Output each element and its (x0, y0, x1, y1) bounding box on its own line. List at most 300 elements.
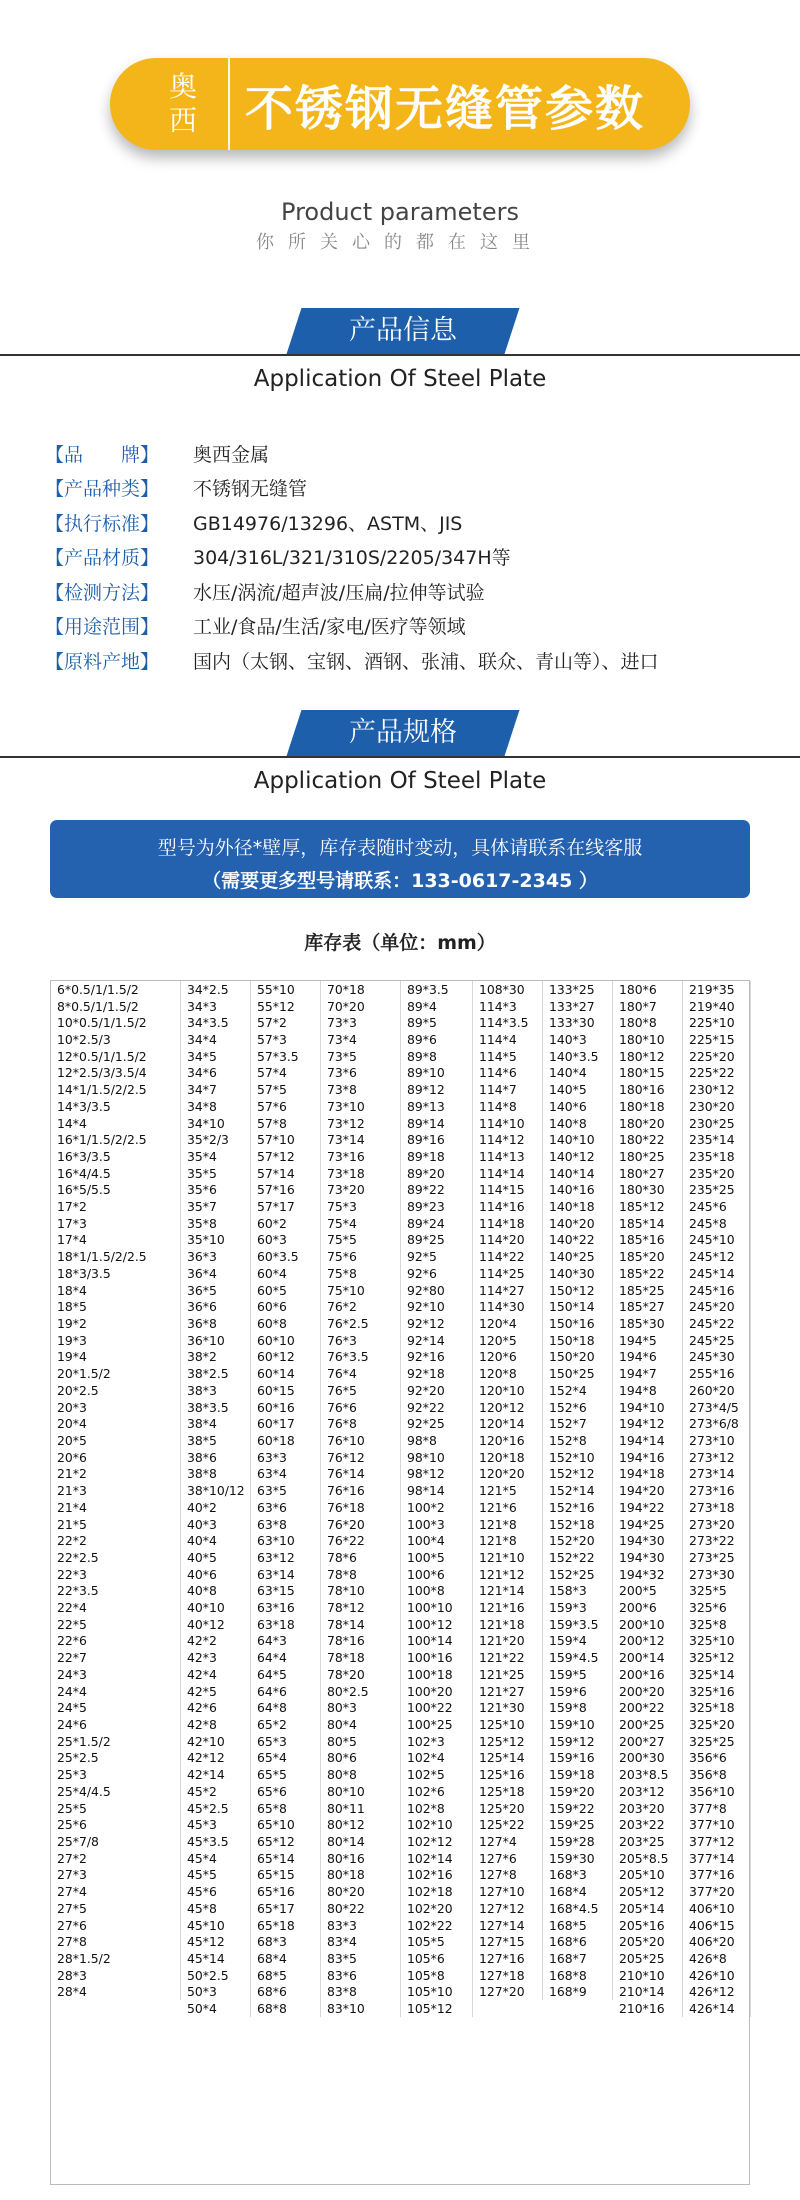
stock-cell: 57*6 (251, 1098, 321, 1115)
stock-cell: 180*27 (613, 1165, 683, 1182)
stock-cell: 158*3 (543, 1583, 613, 1600)
stock-cell: 194*16 (613, 1449, 683, 1466)
stock-cell: 60*2 (251, 1215, 321, 1232)
stock-cell: 76*22 (321, 1532, 401, 1549)
stock-cell: 80*20 (321, 1883, 401, 1900)
stock-cell: 24*5 (51, 1699, 181, 1716)
stock-cell: 235*20 (683, 1165, 751, 1182)
stock-cell: 40*5 (181, 1549, 251, 1566)
stock-cell: 34*7 (181, 1081, 251, 1098)
stock-cell: 73*10 (321, 1098, 401, 1115)
stock-cell: 152*8 (543, 1432, 613, 1449)
stock-cell: 25*4/4.5 (51, 1783, 181, 1800)
stock-cell: 24*6 (51, 1716, 181, 1733)
stock-cell: 180*16 (613, 1081, 683, 1098)
stock-cell: 125*18 (473, 1783, 543, 1800)
stock-cell: 159*5 (543, 1666, 613, 1683)
stock-cell: 20*1.5/2 (51, 1365, 181, 1382)
stock-cell: 140*4 (543, 1065, 613, 1082)
stock-table (50, 980, 750, 2185)
stock-cell: 65*18 (251, 1917, 321, 1934)
stock-cell: 325*8 (683, 1616, 751, 1633)
stock-cell: 80*2.5 (321, 1683, 401, 1700)
stock-cell: 205*20 (613, 1933, 683, 1950)
stock-cell: 65*6 (251, 1783, 321, 1800)
stock-cell: 34*8 (181, 1098, 251, 1115)
stock-cell: 114*8 (473, 1098, 543, 1115)
stock-cell: 194*5 (613, 1332, 683, 1349)
stock-cell: 45*6 (181, 1883, 251, 1900)
stock-cell: 92*12 (401, 1315, 473, 1332)
stock-cell: 83*3 (321, 1917, 401, 1934)
info-value: 不锈钢无缝管 (193, 478, 308, 501)
stock-cell: 27*2 (51, 1850, 181, 1867)
stock-cell: 16*1/1.5/2/2.5 (51, 1131, 181, 1148)
stock-cell: 377*10 (683, 1816, 751, 1833)
stock-cell: 120*20 (473, 1466, 543, 1483)
stock-cell: 205*25 (613, 1950, 683, 1967)
stock-cell: 65*14 (251, 1850, 321, 1867)
stock-cell: 159*4 (543, 1633, 613, 1650)
section-divider (0, 756, 800, 758)
stock-cell: 185*20 (613, 1248, 683, 1265)
stock-cell: 200*14 (613, 1649, 683, 1666)
stock-cell: 168*8 (543, 1967, 613, 1984)
stock-cell: 120*5 (473, 1332, 543, 1349)
stock-cell: 25*2.5 (51, 1750, 181, 1767)
stock-cell: 45*4 (181, 1850, 251, 1867)
stock-cell: 89*18 (401, 1148, 473, 1165)
stock-cell: 57*12 (251, 1148, 321, 1165)
stock-cell: 133*27 (543, 998, 613, 1015)
stock-cell: 140*25 (543, 1248, 613, 1265)
stock-cell: 140*3 (543, 1031, 613, 1048)
stock-cell: 168*3 (543, 1867, 613, 1884)
stock-cell: 168*9 (543, 1984, 613, 2001)
stock-cell: 98*14 (401, 1482, 473, 1499)
stock-cell: 273*4/5 (683, 1399, 751, 1416)
stock-cell: 63*18 (251, 1616, 321, 1633)
stock-cell: 34*3 (181, 998, 251, 1015)
stock-cell: 92*18 (401, 1365, 473, 1382)
stock-cell: 55*10 (251, 981, 321, 998)
stock-table-title: 库存表（单位：mm） (304, 932, 496, 954)
stock-cell: 230*20 (683, 1098, 751, 1115)
stock-cell: 121*16 (473, 1599, 543, 1616)
stock-cell: 40*12 (181, 1616, 251, 1633)
stock-cell: 100*22 (401, 1699, 473, 1716)
stock-cell: 159*4.5 (543, 1649, 613, 1666)
stock-cell: 76*16 (321, 1482, 401, 1499)
stock-cell: 20*4 (51, 1415, 181, 1432)
section-divider (0, 354, 800, 356)
stock-cell: 42*8 (181, 1716, 251, 1733)
stock-cell: 89*4 (401, 998, 473, 1015)
stock-cell: 245*10 (683, 1232, 751, 1249)
stock-cell: 89*20 (401, 1165, 473, 1182)
stock-cell: 68*5 (251, 1967, 321, 1984)
stock-cell: 108*30 (473, 981, 543, 998)
stock-cell: 70*18 (321, 981, 401, 998)
stock-cell: 21*5 (51, 1516, 181, 1533)
stock-cell: 194*25 (613, 1516, 683, 1533)
stock-cell: 73*12 (321, 1115, 401, 1132)
stock-cell: 22*2.5 (51, 1549, 181, 1566)
notice-box (50, 820, 750, 898)
info-row (45, 471, 765, 506)
stock-cell: 27*5 (51, 1900, 181, 1917)
stock-cell: 83*4 (321, 1933, 401, 1950)
stock-cell: 120*12 (473, 1399, 543, 1416)
stock-cell: 36*5 (181, 1282, 251, 1299)
stock-cell: 121*20 (473, 1633, 543, 1650)
stock-cell: 235*18 (683, 1148, 751, 1165)
stock-cell: 22*4 (51, 1599, 181, 1616)
stock-cell: 38*5 (181, 1432, 251, 1449)
stock-cell: 194*18 (613, 1466, 683, 1483)
stock-cell: 73*20 (321, 1182, 401, 1199)
stock-cell: 89*8 (401, 1048, 473, 1065)
stock-cell: 159*16 (543, 1750, 613, 1767)
stock-cell: 68*6 (251, 1984, 321, 2001)
stock-cell: 100*16 (401, 1649, 473, 1666)
stock-cell: 105*6 (401, 1950, 473, 1967)
stock-cell: 194*30 (613, 1532, 683, 1549)
product-info-list (45, 436, 765, 678)
stock-cell: 76*4 (321, 1365, 401, 1382)
stock-cell: 168*6 (543, 1933, 613, 1950)
stock-cell: 377*20 (683, 1883, 751, 1900)
stock-cell: 80*10 (321, 1783, 401, 1800)
stock-cell: 80*6 (321, 1750, 401, 1767)
stock-cell: 24*4 (51, 1683, 181, 1700)
stock-cell: 28*4 (51, 1984, 181, 2001)
stock-cell: 70*20 (321, 998, 401, 1015)
stock-cell: 114*10 (473, 1115, 543, 1132)
stock-cell: 63*15 (251, 1583, 321, 1600)
stock-cell: 92*16 (401, 1349, 473, 1366)
stock-cell: 125*22 (473, 1816, 543, 1833)
stock-cell: 203*20 (613, 1800, 683, 1817)
stock-cell: 55*12 (251, 998, 321, 1015)
stock-cell: 45*14 (181, 1950, 251, 1967)
stock-cell: 45*3.5 (181, 1833, 251, 1850)
stock-cell: 377*8 (683, 1800, 751, 1817)
stock-cell: 63*14 (251, 1566, 321, 1583)
stock-cell: 57*14 (251, 1165, 321, 1182)
stock-cell: 225*10 (683, 1014, 751, 1031)
info-label: 【产品种类】 (45, 478, 160, 501)
stock-cell: 63*10 (251, 1532, 321, 1549)
stock-cell: 76*2.5 (321, 1315, 401, 1332)
stock-cell: 140*8 (543, 1115, 613, 1132)
stock-cell: 35*6 (181, 1182, 251, 1199)
stock-cell: 102*16 (401, 1867, 473, 1884)
stock-cell: 114*27 (473, 1282, 543, 1299)
stock-cell: 225*22 (683, 1065, 751, 1082)
stock-cell: 78*20 (321, 1666, 401, 1683)
stock-cell: 24*3 (51, 1666, 181, 1683)
stock-cell: 273*30 (683, 1566, 751, 1583)
stock-cell: 180*30 (613, 1182, 683, 1199)
stock-cell: 28*1.5/2 (51, 1950, 181, 1967)
stock-cell: 60*17 (251, 1415, 321, 1432)
stock-cell: 76*5 (321, 1382, 401, 1399)
stock-cell: 180*6 (613, 981, 683, 998)
stock-cell: 102*5 (401, 1766, 473, 1783)
title-banner (110, 58, 690, 150)
stock-cell: 140*6 (543, 1098, 613, 1115)
stock-cell: 83*8 (321, 1984, 401, 2001)
stock-cell: 120*6 (473, 1349, 543, 1366)
stock-cell: 19*2 (51, 1315, 181, 1332)
stock-cell: 356*10 (683, 1783, 751, 1800)
stock-cell: 203*22 (613, 1816, 683, 1833)
stock-cell: 152*16 (543, 1499, 613, 1516)
stock-cell: 89*12 (401, 1081, 473, 1098)
info-value: GB14976/13296、ASTM、JIS (193, 512, 463, 535)
stock-cell: 102*12 (401, 1833, 473, 1850)
stock-cell: 34*2.5 (181, 981, 251, 998)
stock-cell: 152*22 (543, 1549, 613, 1566)
stock-cell: 121*25 (473, 1666, 543, 1683)
stock-cell: 100*2 (401, 1499, 473, 1516)
stock-cell: 127*12 (473, 1900, 543, 1917)
stock-cell: 159*10 (543, 1716, 613, 1733)
stock-cell: 121*8 (473, 1516, 543, 1533)
stock-cell: 89*5 (401, 1014, 473, 1031)
stock-cell: 325*18 (683, 1699, 751, 1716)
stock-cell: 273*6/8 (683, 1415, 751, 1432)
stock-cell: 140*10 (543, 1131, 613, 1148)
stock-cell: 20*3 (51, 1399, 181, 1416)
info-row (45, 436, 765, 471)
stock-cell: 83*6 (321, 1967, 401, 1984)
stock-cell: 64*8 (251, 1699, 321, 1716)
stock-cell: 194*8 (613, 1382, 683, 1399)
stock-cell: 22*3.5 (51, 1583, 181, 1600)
stock-cell: 21*2 (51, 1466, 181, 1483)
stock-cell: 57*17 (251, 1198, 321, 1215)
stock-cell: 100*18 (401, 1666, 473, 1683)
stock-cell: 100*10 (401, 1599, 473, 1616)
stock-cell: 45*12 (181, 1933, 251, 1950)
stock-cell: 75*4 (321, 1215, 401, 1232)
stock-cell: 102*6 (401, 1783, 473, 1800)
logo-char-bottom: 西 (168, 104, 197, 137)
stock-cell: 38*3 (181, 1382, 251, 1399)
stock-cell: 27*4 (51, 1883, 181, 1900)
stock-cell: 114*18 (473, 1215, 543, 1232)
stock-cell: 34*5 (181, 1048, 251, 1065)
stock-cell: 42*2 (181, 1633, 251, 1650)
stock-cell: 225*15 (683, 1031, 751, 1048)
stock-cell: 89*13 (401, 1098, 473, 1115)
stock-cell: 89*22 (401, 1182, 473, 1199)
stock-cell: 75*10 (321, 1282, 401, 1299)
stock-cell: 89*14 (401, 1115, 473, 1132)
stock-cell: 76*12 (321, 1449, 401, 1466)
stock-cell: 230*12 (683, 1081, 751, 1098)
stock-cell: 245*16 (683, 1282, 751, 1299)
stock-cell: 194*6 (613, 1349, 683, 1366)
stock-cell: 34*10 (181, 1115, 251, 1132)
stock-cell: 121*30 (473, 1699, 543, 1716)
stock-cell: 60*12 (251, 1349, 321, 1366)
stock-cell: 65*4 (251, 1750, 321, 1767)
stock-cell: 140*16 (543, 1182, 613, 1199)
stock-cell: 16*3/3.5 (51, 1148, 181, 1165)
stock-cell: 40*6 (181, 1566, 251, 1583)
stock-cell: 114*3 (473, 998, 543, 1015)
stock-cell: 180*15 (613, 1065, 683, 1082)
stock-cell: 205*8.5 (613, 1850, 683, 1867)
stock-cell: 159*28 (543, 1833, 613, 1850)
stock-cell: 18*1/1.5/2/2.5 (51, 1248, 181, 1265)
info-row (45, 574, 765, 609)
stock-cell: 114*16 (473, 1198, 543, 1215)
stock-cell: 185*14 (613, 1215, 683, 1232)
stock-cell: 150*18 (543, 1332, 613, 1349)
stock-cell: 406*15 (683, 1917, 751, 1934)
stock-cell: 36*6 (181, 1298, 251, 1315)
stock-cell: 22*6 (51, 1633, 181, 1650)
stock-cell: 98*10 (401, 1449, 473, 1466)
stock-cell: 45*3 (181, 1816, 251, 1833)
stock-cell: 100*6 (401, 1566, 473, 1583)
stock-cell: 114*20 (473, 1232, 543, 1249)
stock-cell: 180*18 (613, 1098, 683, 1115)
stock-cell: 75*8 (321, 1265, 401, 1282)
stock-cell: 325*10 (683, 1633, 751, 1650)
stock-cell: 121*10 (473, 1549, 543, 1566)
stock-cell: 102*8 (401, 1800, 473, 1817)
stock-cell: 120*14 (473, 1415, 543, 1432)
stock-cell: 114*3.5 (473, 1014, 543, 1031)
stock-cell: 34*3.5 (181, 1014, 251, 1031)
stock-cell: 63*8 (251, 1516, 321, 1533)
stock-cell: 73*5 (321, 1048, 401, 1065)
stock-cell: 152*7 (543, 1415, 613, 1432)
stock-cell: 78*6 (321, 1549, 401, 1566)
info-label: 【检测方法】 (45, 581, 160, 604)
stock-cell: 185*22 (613, 1265, 683, 1282)
stock-cell: 325*12 (683, 1649, 751, 1666)
stock-cell: 63*6 (251, 1499, 321, 1516)
stock-cell: 65*10 (251, 1816, 321, 1833)
stock-cell: 325*16 (683, 1683, 751, 1700)
stock-cell: 200*22 (613, 1699, 683, 1716)
stock-cell: 235*14 (683, 1131, 751, 1148)
info-row (45, 540, 765, 575)
stock-cell: 89*3.5 (401, 981, 473, 998)
stock-cell: 377*14 (683, 1850, 751, 1867)
stock-cell: 78*16 (321, 1633, 401, 1650)
stock-cell: 60*16 (251, 1399, 321, 1416)
stock-cell: 127*4 (473, 1833, 543, 1850)
stock-cell: 120*16 (473, 1432, 543, 1449)
stock-cell: 273*10 (683, 1432, 751, 1449)
stock-cell: 80*16 (321, 1850, 401, 1867)
stock-cell: 76*3.5 (321, 1349, 401, 1366)
section-subtitle: Application Of Steel Plate (253, 768, 547, 794)
stock-cell: 194*7 (613, 1365, 683, 1382)
stock-cell: 100*8 (401, 1583, 473, 1600)
stock-cell: 102*3 (401, 1733, 473, 1750)
brand-logo (146, 58, 230, 150)
stock-cell: 65*12 (251, 1833, 321, 1850)
stock-cell: 25*7/8 (51, 1833, 181, 1850)
stock-cell: 25*6 (51, 1816, 181, 1833)
stock-cell: 194*30 (613, 1549, 683, 1566)
stock-cell: 80*5 (321, 1733, 401, 1750)
stock-cell: 17*2 (51, 1198, 181, 1215)
stock-cell: 426*8 (683, 1950, 751, 1967)
stock-cell: 426*10 (683, 1967, 751, 1984)
stock-cell: 121*22 (473, 1649, 543, 1666)
stock-cell: 89*25 (401, 1232, 473, 1249)
stock-cell: 152*4 (543, 1382, 613, 1399)
stock-cell: 89*23 (401, 1198, 473, 1215)
stock-cell: 273*16 (683, 1482, 751, 1499)
stock-cell: 35*5 (181, 1165, 251, 1182)
stock-cell: 102*4 (401, 1750, 473, 1767)
stock-cell: 325*20 (683, 1716, 751, 1733)
stock-cell: 64*5 (251, 1666, 321, 1683)
stock-cell: 76*2 (321, 1298, 401, 1315)
stock-cell: 185*27 (613, 1298, 683, 1315)
stock-cell: 105*5 (401, 1933, 473, 1950)
stock-cell: 14*4 (51, 1115, 181, 1132)
stock-cell: 42*6 (181, 1699, 251, 1716)
stock-cell: 205*14 (613, 1900, 683, 1917)
stock-cell: 60*15 (251, 1382, 321, 1399)
stock-cell: 76*6 (321, 1399, 401, 1416)
stock-cell: 185*12 (613, 1198, 683, 1215)
stock-cell: 159*20 (543, 1783, 613, 1800)
stock-cell: 89*24 (401, 1215, 473, 1232)
stock-cell: 57*3 (251, 1031, 321, 1048)
stock-cell: 65*17 (251, 1900, 321, 1917)
stock-cell: 114*4 (473, 1031, 543, 1048)
stock-cell: 102*22 (401, 1917, 473, 1934)
stock-cell: 45*8 (181, 1900, 251, 1917)
stock-cell: 152*20 (543, 1532, 613, 1549)
info-value: 奥西金属 (193, 443, 270, 466)
stock-cell: 168*4 (543, 1883, 613, 1900)
stock-cell: 45*2 (181, 1783, 251, 1800)
stock-cell: 114*12 (473, 1131, 543, 1148)
stock-cell: 140*14 (543, 1165, 613, 1182)
stock-cell: 21*4 (51, 1499, 181, 1516)
stock-cell: 63*5 (251, 1482, 321, 1499)
stock-cell: 60*8 (251, 1315, 321, 1332)
stock-cell: 200*27 (613, 1733, 683, 1750)
stock-cell: 60*4 (251, 1265, 321, 1282)
stock-cell: 25*5 (51, 1800, 181, 1817)
stock-cell: 194*32 (613, 1566, 683, 1583)
stock-cell: 159*3 (543, 1599, 613, 1616)
stock-cell: 22*3 (51, 1566, 181, 1583)
stock-cell: 40*4 (181, 1532, 251, 1549)
stock-cell: 68*8 (251, 2000, 321, 2017)
stock-cell: 325*14 (683, 1666, 751, 1683)
stock-cell: 121*12 (473, 1566, 543, 1583)
info-value: 304/316L/321/310S/2205/347H等 (193, 547, 511, 570)
stock-cell: 140*3.5 (543, 1048, 613, 1065)
stock-cell: 78*18 (321, 1649, 401, 1666)
stock-cell: 80*11 (321, 1800, 401, 1817)
